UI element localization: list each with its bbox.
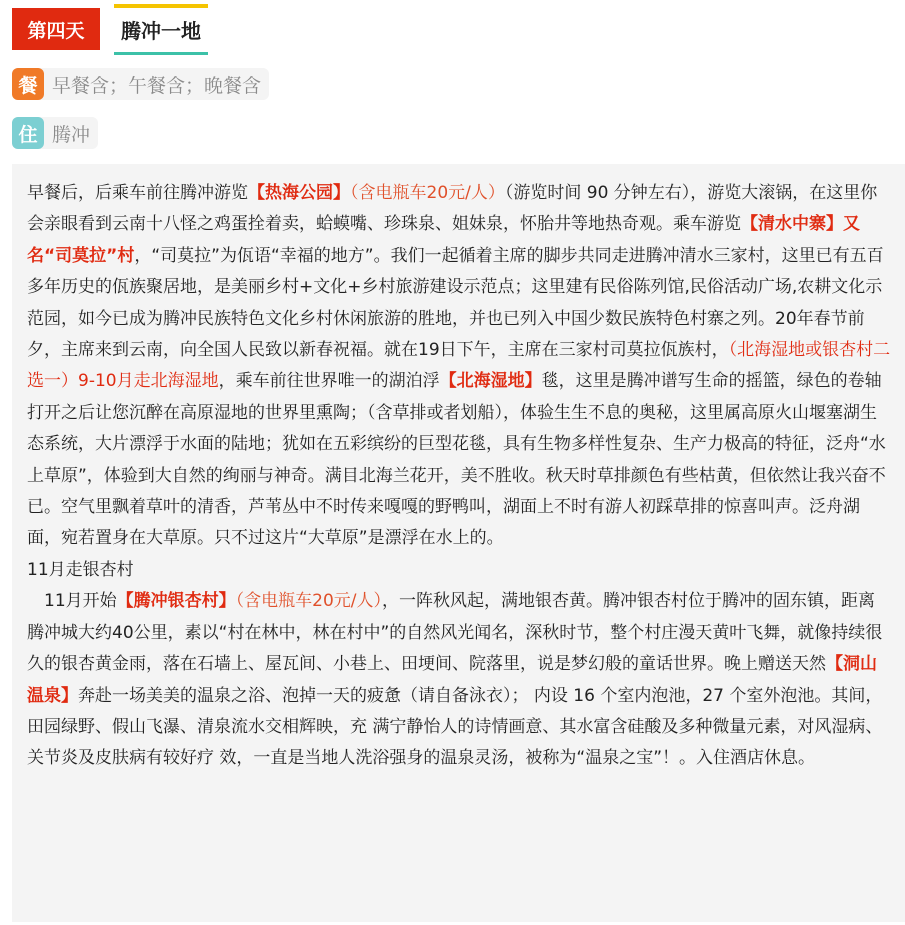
text-segment: 毯，这里是腾冲谱写生命的摇篮，绿色的卷轴打开之后让您沉醉在高原湿地的世界里熏陶；（含草排或者划船），体验生生不息的奥秘，这里属高原火山堰塞湖生态系统，大片漂浮于水面的陆地；犹如在五彩缤纷的巨型花毯，具有生物多样性复杂、生产力极高的特征，泛舟“水上草原”，体验到大自然的绚丽与神奇。满目北海兰花开，美不胜收。秋天时草排颜色有些枯黄，但依然让我兴奋不已。空气里飘着草叶的清香，芦苇丛中不时传来嘎嘎的野鸭叫，湖面上不时有游人初踩草排的惊喜叫声。泛舟湖面，宛若置身在大草原。只不过这片“大草原”是漂浮在水上的。	[27, 371, 886, 549]
price-note: （含电瓶车20元/人）	[350, 183, 505, 203]
meal-tag-icon: 餐	[12, 68, 44, 100]
day-badge: 第四天	[12, 8, 100, 50]
option-note: （北海湿地或银杏村二选一）9-10月走北海湿地	[27, 340, 891, 392]
text-segment: （游览时间 90 分钟左右），游览大滚锅，在这里你会亲眼看到云南十八怪之鸡蛋拴着卖，蛤蟆嘴、珍珠泉、姐妹泉，怀胎井等地热奇观。乘车游览	[27, 183, 878, 235]
spot-beihai-wetland: 【北海湿地】	[439, 371, 542, 392]
title-top-bar	[114, 4, 208, 8]
stay-row	[12, 117, 98, 149]
day-title-text: 腾冲一地	[121, 18, 201, 43]
text-segment: 奔赴一场美美的温泉之浴、泡掉一天的疲惫（请自备泳衣）； 内设 16 个室内泡池，27 个室外泡池。其间，田园绿野、假山飞瀑、清泉流水交相辉映，充 满宁静怡人的诗情画意、其水富含硅酸及多种微量元素，对风湿病、关节炎及皮肤病有较好疗 效，一直是当地人洗浴强身的温泉灵汤，被称为“温泉之宝”！。入住酒店休息。	[27, 685, 883, 769]
spot-ginkgo-village: 【腾冲银杏村】	[116, 591, 236, 612]
stay-tag-icon: 住	[12, 117, 44, 149]
stay-text: 腾冲	[52, 123, 91, 146]
text-segment: 11月开始	[44, 591, 117, 612]
meals-text: 早餐含；午餐含；晚餐含	[52, 74, 262, 97]
spot-qingshui-village: 【清水中寨】又名“司莫拉”村	[27, 214, 860, 266]
price-note: （含电瓶车20元/人）	[235, 591, 382, 612]
spot-hot-sea-park: 【热海公园】	[248, 183, 350, 203]
day-title	[114, 8, 208, 50]
itinerary-paragraph-2: 11月走银杏村	[27, 559, 134, 580]
itinerary-content	[12, 164, 905, 922]
text-segment: ，乘车前往世界唯一的湖泊浮	[218, 371, 440, 392]
text-segment: 早餐后，后乘车前往腾冲游览	[27, 183, 248, 203]
spot-dongshan-hot-spring: 【洞山温泉】	[27, 654, 877, 706]
itinerary-paragraph-3	[27, 586, 891, 774]
text-segment: ，“司莫拉”为佤语“幸福的地方”。我们一起循着主席的脚步共同走进腾冲清水三家村，这里已有五百多年历史的佤族聚居地，是美丽乡村+文化+乡村旅游建设示范点；这里建有民俗陈列馆,民俗活动广场,农耕文化示范园，如今已成为腾冲民族特色文化乡村休闲旅游的胜地，并也已列入中国少数民族特色村寨之列。20年春节前夕，主席来到云南，向全国人民致以新春祝福。就在19日下午，主席在三家村司莫拉佤族村，	[27, 245, 884, 361]
itinerary-paragraph-1	[27, 178, 891, 555]
title-bottom-bar	[114, 52, 208, 55]
meals-row	[12, 68, 269, 100]
text-segment: ，一阵秋风起，满地银杏黄。腾冲银杏村位于腾冲的固东镇，距离腾冲城大约40公里，素以“村在林中，林在村中”的自然风光闻名，深秋时节，整个村庄漫天黄叶飞舞，就像持续很久的银杏黄金雨，落在石墙上、屋瓦间、小巷上、田埂间、院落里，说是梦幻般的童话世界。晚上赠送天然	[27, 591, 883, 675]
